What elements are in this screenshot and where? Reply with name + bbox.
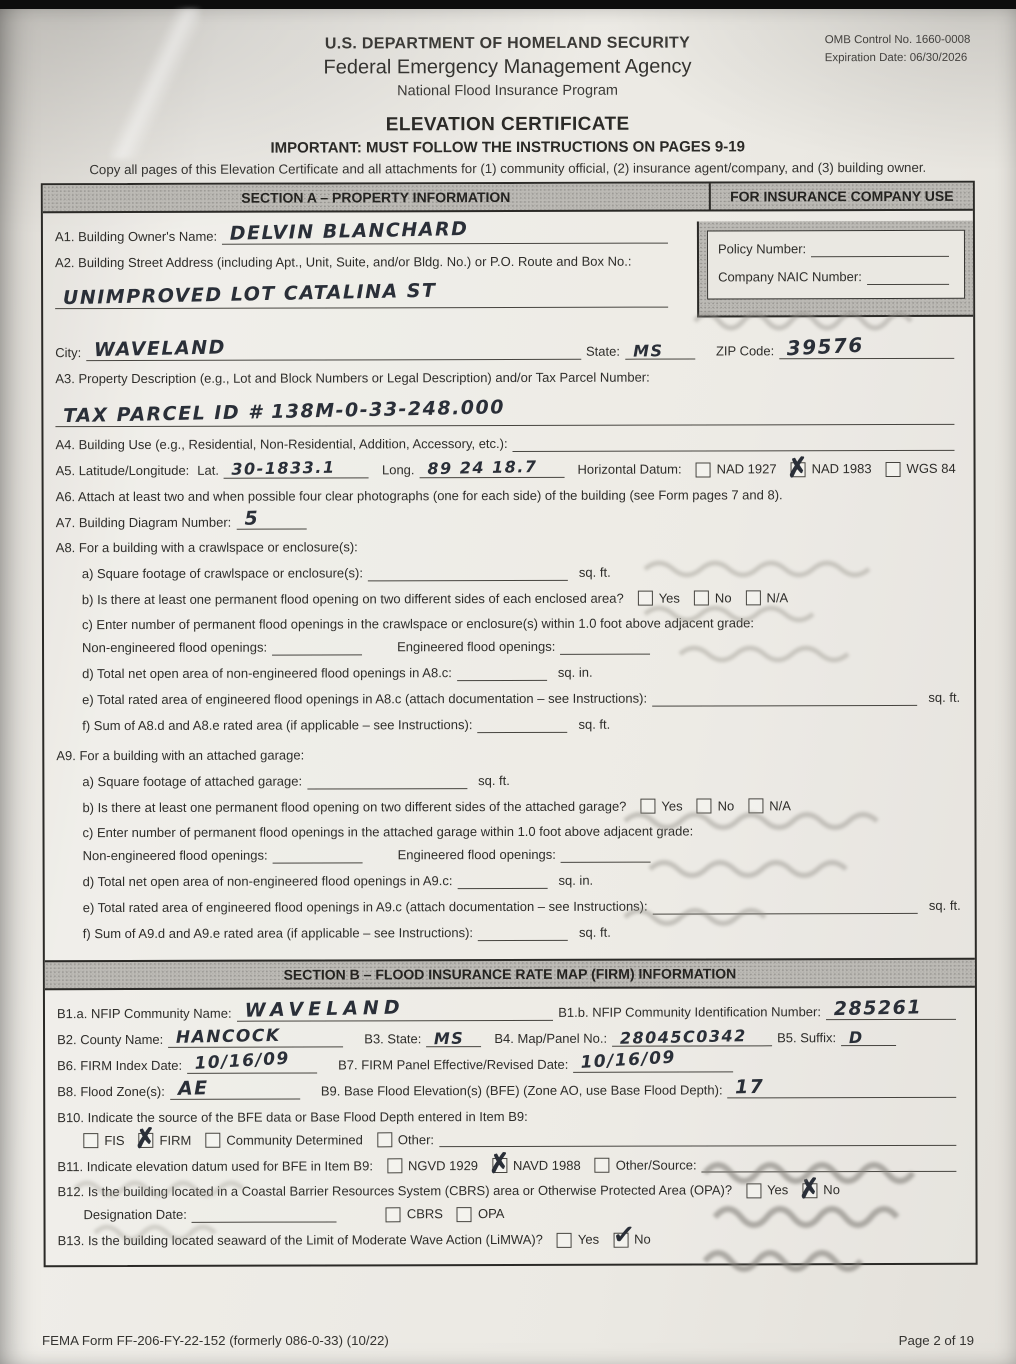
checkbox-b12-yes[interactable] xyxy=(746,1183,761,1198)
b2-label: B2. County Name: xyxy=(57,1032,164,1048)
b1b-community-id-value: 285261 xyxy=(833,996,923,1021)
a8b-yes-label: Yes xyxy=(658,590,680,606)
a9f-field[interactable] xyxy=(478,925,568,941)
a8d-unit: sq. in. xyxy=(557,665,593,681)
b11-ngvd-label: NGVD 1929 xyxy=(407,1157,479,1174)
b13-label: B13. Is the building located seaward of the Limit of Moderate Wave Action (LiMWA)? xyxy=(57,1231,543,1249)
a9e-field[interactable] xyxy=(653,898,918,915)
a8c-non-engineered-label: Non-engineered flood openings: xyxy=(82,640,268,656)
checkbox-nad-1927[interactable] xyxy=(696,462,711,477)
checkbox-b11-other[interactable] xyxy=(595,1158,610,1173)
checkbox-b13-yes[interactable] xyxy=(557,1232,572,1247)
latitude-field[interactable] xyxy=(224,458,369,480)
field-b11-row xyxy=(57,1156,961,1174)
a7-diagram-number-field[interactable] xyxy=(236,507,306,531)
checkbox-b10-community[interactable] xyxy=(205,1133,220,1148)
a7-diagram-number-value: 5 xyxy=(243,507,260,531)
b3-state-field[interactable] xyxy=(426,1028,481,1048)
checkbox-nad-1983[interactable] xyxy=(791,462,806,477)
a2-label: A2. Building Street Address (including Apt., Unit, Suite, and/or Bldg. No.) or P.O. Route and Box No.: xyxy=(54,253,632,271)
naic-number-row xyxy=(718,269,954,286)
naic-number-label: Company NAIC Number: xyxy=(718,269,862,285)
a2-street-address-field[interactable] xyxy=(55,279,668,309)
a8e-field[interactable] xyxy=(652,690,917,707)
a8a-field[interactable] xyxy=(368,565,568,582)
checkbox-b13-no[interactable] xyxy=(613,1232,628,1247)
a8a-row xyxy=(82,564,960,582)
a9f-unit: sq. ft. xyxy=(578,924,611,940)
b12-opa-label: OPA xyxy=(477,1206,505,1222)
b11-navd-label: NAVD 1988 xyxy=(513,1157,581,1173)
a8b-label: b) Is there at least one permanent flood opening on two different sides of each enclosed area? xyxy=(81,590,624,607)
a8b-row xyxy=(82,590,960,608)
policy-number-row xyxy=(718,241,954,258)
form-number: FEMA Form FF-206-FY-22-152 (formerly 086-0-33) (10/22) xyxy=(42,1333,389,1348)
b1a-label: B1.a. NFIP Community Name: xyxy=(56,1005,232,1022)
lat-label: Lat. xyxy=(197,462,220,478)
b7-firm-panel-date-field[interactable] xyxy=(573,1047,733,1074)
zip-label: ZIP Code: xyxy=(715,343,775,359)
b3-state-value: MS xyxy=(434,1028,465,1048)
a9c-non-engineered-field[interactable] xyxy=(273,847,363,863)
policy-number-field[interactable] xyxy=(811,241,949,257)
b10-other-label: Other: xyxy=(397,1131,435,1148)
longitude-value: 89 24 18.7 xyxy=(427,457,538,479)
a8f-unit: sq. ft. xyxy=(578,717,611,733)
zip-value: 39576 xyxy=(786,332,865,361)
a4-building-use-field[interactable] xyxy=(513,434,955,451)
a9b-no-label: No xyxy=(717,797,735,814)
checkbox-a8b-yes[interactable] xyxy=(638,591,653,606)
field-a2-value-row xyxy=(55,279,673,309)
b11-other-source-field[interactable] xyxy=(702,1156,957,1173)
form-body xyxy=(41,181,978,1267)
a8c-openings-row xyxy=(82,638,960,656)
nad-1927-label: NAD 1927 xyxy=(716,461,777,477)
b10-community-label: Community Determined xyxy=(226,1132,363,1148)
a8a-unit: sq. ft. xyxy=(578,564,611,581)
a3-property-description-value: TAX PARCEL ID # 138M-0-33-248.000 xyxy=(62,396,506,427)
b1b-community-id-field[interactable] xyxy=(826,996,956,1021)
a9d-field[interactable] xyxy=(457,873,547,889)
section-a-title: SECTION A – PROPERTY INFORMATION xyxy=(43,183,711,211)
expiration-date: Expiration Date: 06/30/2026 xyxy=(824,51,968,64)
state-value: MS xyxy=(632,340,664,361)
agency-name: Federal Emergency Management Agency xyxy=(323,55,692,79)
b7-firm-panel-date-value: 10/16/09 xyxy=(580,1047,677,1074)
datum-option-nad1927 xyxy=(696,461,777,477)
a9d-row xyxy=(83,872,961,890)
b6-firm-index-date-value: 10/16/09 xyxy=(194,1048,291,1075)
form-title: ELEVATION CERTIFICATE xyxy=(385,113,630,136)
a1-owner-name-value: DELVIN BLANCHARD xyxy=(229,218,469,245)
a9f-label: f) Sum of A9.d and A9.e rated area (if applicable – see Instructions): xyxy=(82,925,474,942)
a9f-row xyxy=(83,924,961,942)
b9-bfe-value: 17 xyxy=(735,1075,766,1099)
a9d-label: d) Total net open area of non-engineered flood openings in A9.c: xyxy=(82,873,453,890)
department-name: U.S. DEPARTMENT OF HOMELAND SECURITY xyxy=(324,34,691,53)
field-b8-b9-row xyxy=(57,1075,961,1100)
b2-county-field[interactable] xyxy=(168,1026,343,1049)
a9c-engineered-label: Engineered flood openings: xyxy=(397,847,556,863)
long-label: Long. xyxy=(381,462,415,478)
b8-flood-zone-field[interactable] xyxy=(170,1077,300,1100)
a8c-row xyxy=(82,615,960,633)
a8b-na-label: N/A xyxy=(766,590,789,606)
b12-yes-label: Yes xyxy=(767,1182,789,1198)
field-a7-row xyxy=(55,507,960,531)
b5-suffix-value: D xyxy=(848,1027,864,1047)
b10-label: B10. Indicate the source of the BFE data or Base Flood Depth entered in Item B9: xyxy=(57,1108,528,1125)
a8e-label: e) Total rated area of engineered flood openings in A8.c (attach documentation – see Instructions): xyxy=(82,691,648,708)
field-b12-designation-row xyxy=(83,1205,961,1223)
a1-label: A1. Building Owner's Name: xyxy=(54,229,218,245)
field-b12-row xyxy=(57,1182,961,1200)
b11-other-label: Other/Source: xyxy=(615,1157,697,1173)
a8c-label: c) Enter number of permanent flood openings in the crawlspace or enclosure(s) within 1.0 foot above adjacent grade: xyxy=(81,615,755,633)
a9a-row xyxy=(82,771,960,789)
field-a3-label-row xyxy=(55,369,959,387)
zip-field[interactable] xyxy=(779,332,954,361)
a9c-non-engineered-label: Non-engineered flood openings: xyxy=(82,847,268,864)
insurance-company-box xyxy=(697,221,973,318)
b13-yes-label: Yes xyxy=(577,1231,600,1247)
checkbox-b10-fis[interactable] xyxy=(83,1133,98,1148)
a8d-label: d) Total net open area of non-engineered flood openings in A8.c: xyxy=(82,665,452,682)
checkbox-a9b-na[interactable] xyxy=(748,798,763,813)
longitude-field[interactable] xyxy=(420,457,565,479)
b12-no-label: No xyxy=(823,1182,840,1198)
checkbox-wgs-84[interactable] xyxy=(886,462,901,477)
b1b-label: B1.b. NFIP Community Identification Number: xyxy=(558,1004,822,1021)
horizontal-datum-label: Horizontal Datum: xyxy=(577,461,682,477)
b12-cbrs-label: CBRS xyxy=(406,1206,443,1222)
field-b10-options-row xyxy=(83,1130,961,1148)
field-b2-row xyxy=(57,1025,961,1049)
a5-label: A5. Latitude/Longitude: xyxy=(55,462,190,479)
a9c-openings-row xyxy=(83,846,961,864)
checkbox-b10-other[interactable] xyxy=(377,1133,392,1148)
b7-label: B7. FIRM Panel Effective/Revised Date: xyxy=(338,1056,569,1073)
b10-other-field[interactable] xyxy=(439,1130,956,1147)
field-a2-label-row xyxy=(55,254,673,271)
omb-control-number: OMB Control No. 1660-0008 xyxy=(824,33,971,47)
field-a4-row xyxy=(55,434,959,452)
b6-firm-index-date-field[interactable] xyxy=(187,1048,317,1075)
policy-number-label: Policy Number: xyxy=(717,241,807,257)
b2-county-value: HANCOCK xyxy=(175,1026,281,1049)
a1-owner-name-field[interactable] xyxy=(222,218,668,245)
datum-option-wgs84 xyxy=(886,461,956,477)
b13-no-label: No xyxy=(634,1231,651,1247)
a3-property-description-field[interactable] xyxy=(55,396,954,427)
a9e-row xyxy=(83,898,961,916)
b12-designation-date-field[interactable] xyxy=(192,1206,337,1222)
b9-label: B9. Base Flood Elevation(s) (BFE) (Zone AO, use Base Flood Depth): xyxy=(320,1082,723,1099)
field-b6-b7-row xyxy=(57,1047,961,1075)
a8f-field[interactable] xyxy=(477,717,567,733)
insurance-use-title: FOR INSURANCE COMPANY USE xyxy=(730,187,954,205)
a8e-unit: sq. ft. xyxy=(928,690,961,706)
checkbox-b10-firm[interactable] xyxy=(139,1133,154,1148)
a8e-row xyxy=(82,690,960,708)
b1a-community-name-value: WAVELAND xyxy=(244,996,405,1022)
field-b1-row xyxy=(56,996,961,1022)
a9c-row xyxy=(82,823,960,841)
program-name: National Flood Insurance Program xyxy=(397,82,619,100)
b4-map-panel-value: 28045C0342 xyxy=(619,1025,748,1048)
city-value: WAVELAND xyxy=(93,336,227,362)
a4-label: A4. Building Use (e.g., Residential, Non-Residential, Addition, Accessory, etc.): xyxy=(55,436,508,453)
a8c-non-engineered-field[interactable] xyxy=(272,639,362,655)
latitude-value: 30-1833.1 xyxy=(231,458,337,480)
important-note: IMPORTANT: MUST FOLLOW THE INSTRUCTIONS ON PAGES 9-19 xyxy=(270,138,745,157)
a9a-label: a) Square footage of attached garage: xyxy=(82,773,303,790)
a9e-label: e) Total rated area of engineered flood openings in A9.c (attach documentation – see Instructions): xyxy=(82,898,648,916)
a9e-unit: sq. ft. xyxy=(928,897,961,914)
b3-label: B3. State: xyxy=(364,1031,422,1047)
a9d-unit: sq. in. xyxy=(558,872,594,889)
b4-map-panel-field[interactable] xyxy=(612,1025,772,1048)
nad-1983-label: NAD 1983 xyxy=(811,461,872,477)
a8c-engineered-label: Engineered flood openings: xyxy=(397,639,556,655)
b12-designation-label: Designation Date: xyxy=(83,1207,187,1223)
checkbox-a8b-no[interactable] xyxy=(694,591,709,606)
a8f-label: f) Sum of A8.d and A8.e rated area (if applicable – see Instructions): xyxy=(82,717,473,734)
field-a5-row xyxy=(55,457,960,480)
a8f-row xyxy=(82,716,960,734)
a8d-field[interactable] xyxy=(457,665,547,681)
state-field[interactable] xyxy=(625,340,695,361)
a8d-row xyxy=(82,664,960,682)
a8-heading: A8. For a building with a crawlspace or enclosure(s): xyxy=(55,539,358,556)
page-footer xyxy=(42,1333,974,1348)
city-field[interactable] xyxy=(86,336,581,362)
checkbox-a9b-no[interactable] xyxy=(697,799,712,814)
b10-firm-label: FIRM xyxy=(159,1132,192,1148)
a9b-na-label: N/A xyxy=(769,797,791,813)
a9b-label: b) Is there at least one permanent flood opening on two different sides of the attached garage? xyxy=(82,798,627,815)
a9b-row xyxy=(82,797,960,815)
document-page xyxy=(0,9,1016,1364)
a7-label: A7. Building Diagram Number: xyxy=(55,514,232,530)
a8-heading-row xyxy=(56,538,960,556)
section-a-header xyxy=(43,183,973,213)
datum-option-nad1983 xyxy=(791,461,872,477)
field-a3-value-row xyxy=(55,396,959,427)
a9c-label: c) Enter number of permanent flood openings in the attached garage within 1.0 foot above adjacent grade: xyxy=(82,823,694,841)
b1a-community-name-field[interactable] xyxy=(237,996,554,1022)
a9-heading: A9. For a building with an attached garage: xyxy=(56,747,305,764)
a9a-unit: sq. ft. xyxy=(478,772,510,789)
b11-label: B11. Indicate elevation datum used for BFE in Item B9: xyxy=(57,1158,373,1174)
a6-label: A6. Attach at least two and when possible four clear photographs (one for each side) of the building (see Form pages 7 and 8). xyxy=(55,486,783,504)
b12-label: B12. Is the building located in a Coastal Barrier Resources System (CBRS) area or Otherwise Protected Area (OPA)? xyxy=(57,1182,733,1200)
b4-label: B4. Map/Panel No.: xyxy=(494,1030,608,1047)
b8-flood-zone-value: AE xyxy=(177,1077,209,1100)
section-b-header xyxy=(45,958,975,990)
a9c-engineered-field[interactable] xyxy=(561,846,651,862)
checkbox-a8b-na[interactable] xyxy=(746,591,761,606)
property-info-top xyxy=(54,218,959,329)
b10-fis-label: FIS xyxy=(104,1132,125,1148)
b5-suffix-field[interactable] xyxy=(841,1027,896,1047)
a9b-yes-label: Yes xyxy=(661,798,683,814)
checkbox-b11-navd1988[interactable] xyxy=(492,1158,507,1173)
a8c-engineered-field[interactable] xyxy=(560,639,650,655)
city-state-zip-row xyxy=(55,332,959,362)
city-label: City: xyxy=(55,345,82,361)
copy-instruction: Copy all pages of this Elevation Certificate and all attachments for (1) community official, (2) insurance agent/company, and (3) building owner. xyxy=(89,159,927,178)
a2-street-address-value: UNIMPROVED LOT CATALINA ST xyxy=(62,279,437,309)
field-b13-row xyxy=(58,1231,962,1249)
a8b-no-label: No xyxy=(714,590,732,606)
naic-number-field[interactable] xyxy=(867,269,949,285)
a9a-field[interactable] xyxy=(307,773,467,789)
page-number: Page 2 of 19 xyxy=(898,1333,974,1348)
checkbox-a9b-yes[interactable] xyxy=(640,799,655,814)
section-b-title: SECTION B – FLOOD INSURANCE RATE MAP (FIRM) INFORMATION xyxy=(283,965,737,983)
field-a1-row xyxy=(54,218,673,246)
checkbox-b12-opa[interactable] xyxy=(457,1207,472,1222)
b5-label: B5. Suffix: xyxy=(777,1030,837,1046)
b6-label: B6. FIRM Index Date: xyxy=(57,1058,183,1074)
field-a6-row xyxy=(56,486,960,504)
wgs-84-label: WGS 84 xyxy=(906,460,956,476)
omb-control-block xyxy=(825,32,971,68)
field-b10-label-row xyxy=(57,1108,961,1126)
checkbox-b11-ngvd1929[interactable] xyxy=(387,1159,402,1174)
a3-label: A3. Property Description (e.g., Lot and Block Numbers or Legal Description) and/or Tax Parcel Number: xyxy=(55,369,650,387)
b9-bfe-field[interactable] xyxy=(728,1075,957,1099)
checkbox-b12-no[interactable] xyxy=(802,1183,817,1198)
b8-label: B8. Flood Zone(s): xyxy=(57,1084,165,1100)
a8a-label: a) Square footage of crawlspace or enclosure(s): xyxy=(81,565,363,582)
a9-heading-row xyxy=(56,746,960,764)
checkbox-b12-cbrs[interactable] xyxy=(386,1207,401,1222)
state-label: State: xyxy=(585,344,620,360)
